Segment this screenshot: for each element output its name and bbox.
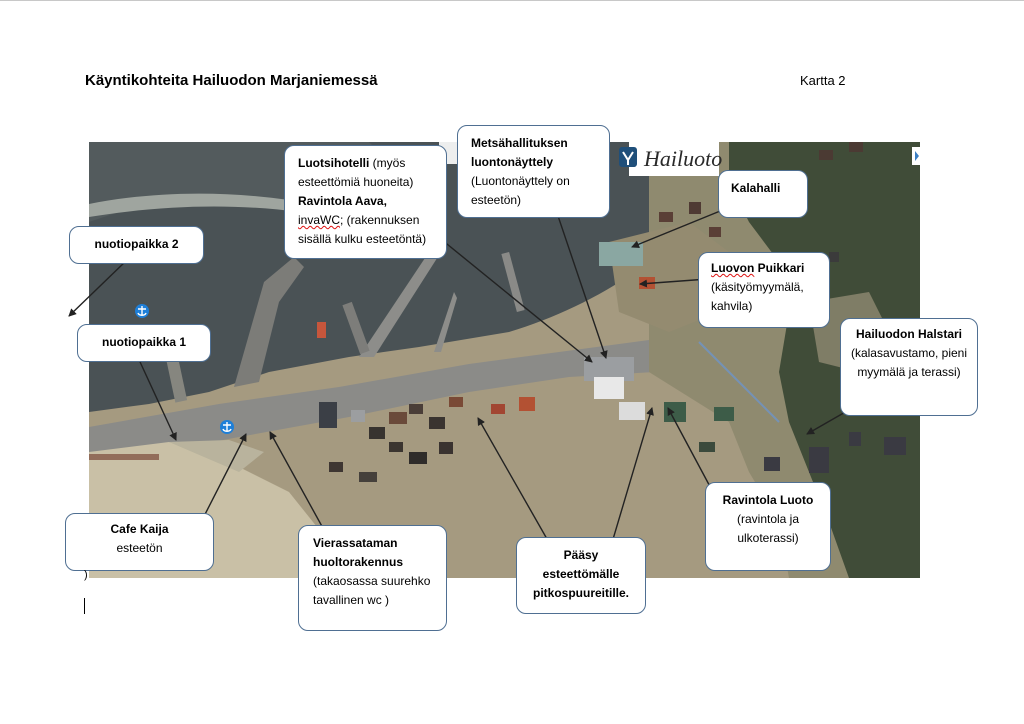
callout-label: Pääsy esteettömälle pitkospuureitille. bbox=[532, 548, 629, 600]
arrow-nuotiopaikka-2 bbox=[69, 259, 128, 316]
callout-ravintola-luoto bbox=[705, 482, 831, 571]
arrow-ravintola-luoto bbox=[668, 408, 714, 494]
callout-note: (kalasavustamo, pieni myymälä ja terassi) bbox=[850, 346, 968, 379]
callout-nuotiopaikka-1 bbox=[77, 324, 211, 362]
arrow-metsahallitus bbox=[556, 210, 606, 358]
callout-cafe-kaija bbox=[65, 513, 214, 571]
callout-label: Kalahalli bbox=[731, 181, 781, 195]
callout-label: Ravintola Luoto bbox=[722, 493, 814, 507]
callout-note: (myös esteettömiä huoneita) bbox=[298, 156, 414, 189]
callout-label-2: Puikkari bbox=[757, 261, 805, 275]
callout-nuotiopaikka-2 bbox=[69, 226, 204, 264]
callout-kalahalli bbox=[718, 170, 808, 218]
document-title: Käyntikohteita Hailuodon Marjaniemessä bbox=[85, 72, 378, 89]
callout-vierassatama bbox=[298, 525, 447, 631]
callout-luotsihotelli bbox=[284, 145, 447, 259]
callout-label: Metsähallituksen luontonäyttely bbox=[471, 136, 568, 169]
callout-luovon-puikkari bbox=[698, 252, 830, 328]
callout-paasy-pitkospuureitille bbox=[516, 537, 646, 614]
callout-note: (Luontonäyttely on esteetön) bbox=[471, 174, 570, 207]
hailuoto-logo-text: Hailuoto bbox=[644, 146, 723, 171]
callout-label-2: Ravintola Aava, bbox=[298, 194, 387, 208]
callout-hailuodon-halstari bbox=[840, 318, 978, 416]
callout-label: Hailuodon Halstari bbox=[855, 327, 962, 341]
text-cursor bbox=[84, 598, 85, 614]
callout-label: nuotiopaikka 2 bbox=[94, 237, 179, 251]
stray-parenthesis: ) bbox=[84, 569, 88, 581]
arrow-paasy-1 bbox=[478, 418, 551, 546]
callout-label: Luotsihotelli bbox=[298, 156, 370, 170]
arrow-paasy-2 bbox=[611, 408, 652, 546]
map-number: Kartta 2 bbox=[800, 73, 846, 88]
callout-note: (käsityömyymälä, kahvila) bbox=[711, 280, 804, 313]
arrow-vierassatama bbox=[270, 432, 324, 530]
callout-note: (takaosassa suurehko tavallinen wc ) bbox=[313, 574, 431, 607]
arrow-nuotiopaikka-1 bbox=[135, 351, 176, 440]
callout-label: Luovon bbox=[711, 261, 755, 275]
callout-note: (ravintola ja ulkoterassi) bbox=[736, 512, 800, 545]
callout-label: Vierassataman huoltorakennus bbox=[313, 536, 404, 569]
callout-note: esteetön bbox=[116, 541, 163, 555]
arrow-kalahalli bbox=[632, 207, 730, 247]
callout-metsahallitus bbox=[457, 125, 610, 218]
callout-label: nuotiopaikka 1 bbox=[101, 335, 187, 349]
callout-label: Cafe Kaija bbox=[110, 522, 169, 536]
callout-wc: invaWC bbox=[298, 213, 341, 227]
callout-note-2: ; (rakennuksen sisällä kulku esteetöntä) bbox=[298, 213, 427, 246]
